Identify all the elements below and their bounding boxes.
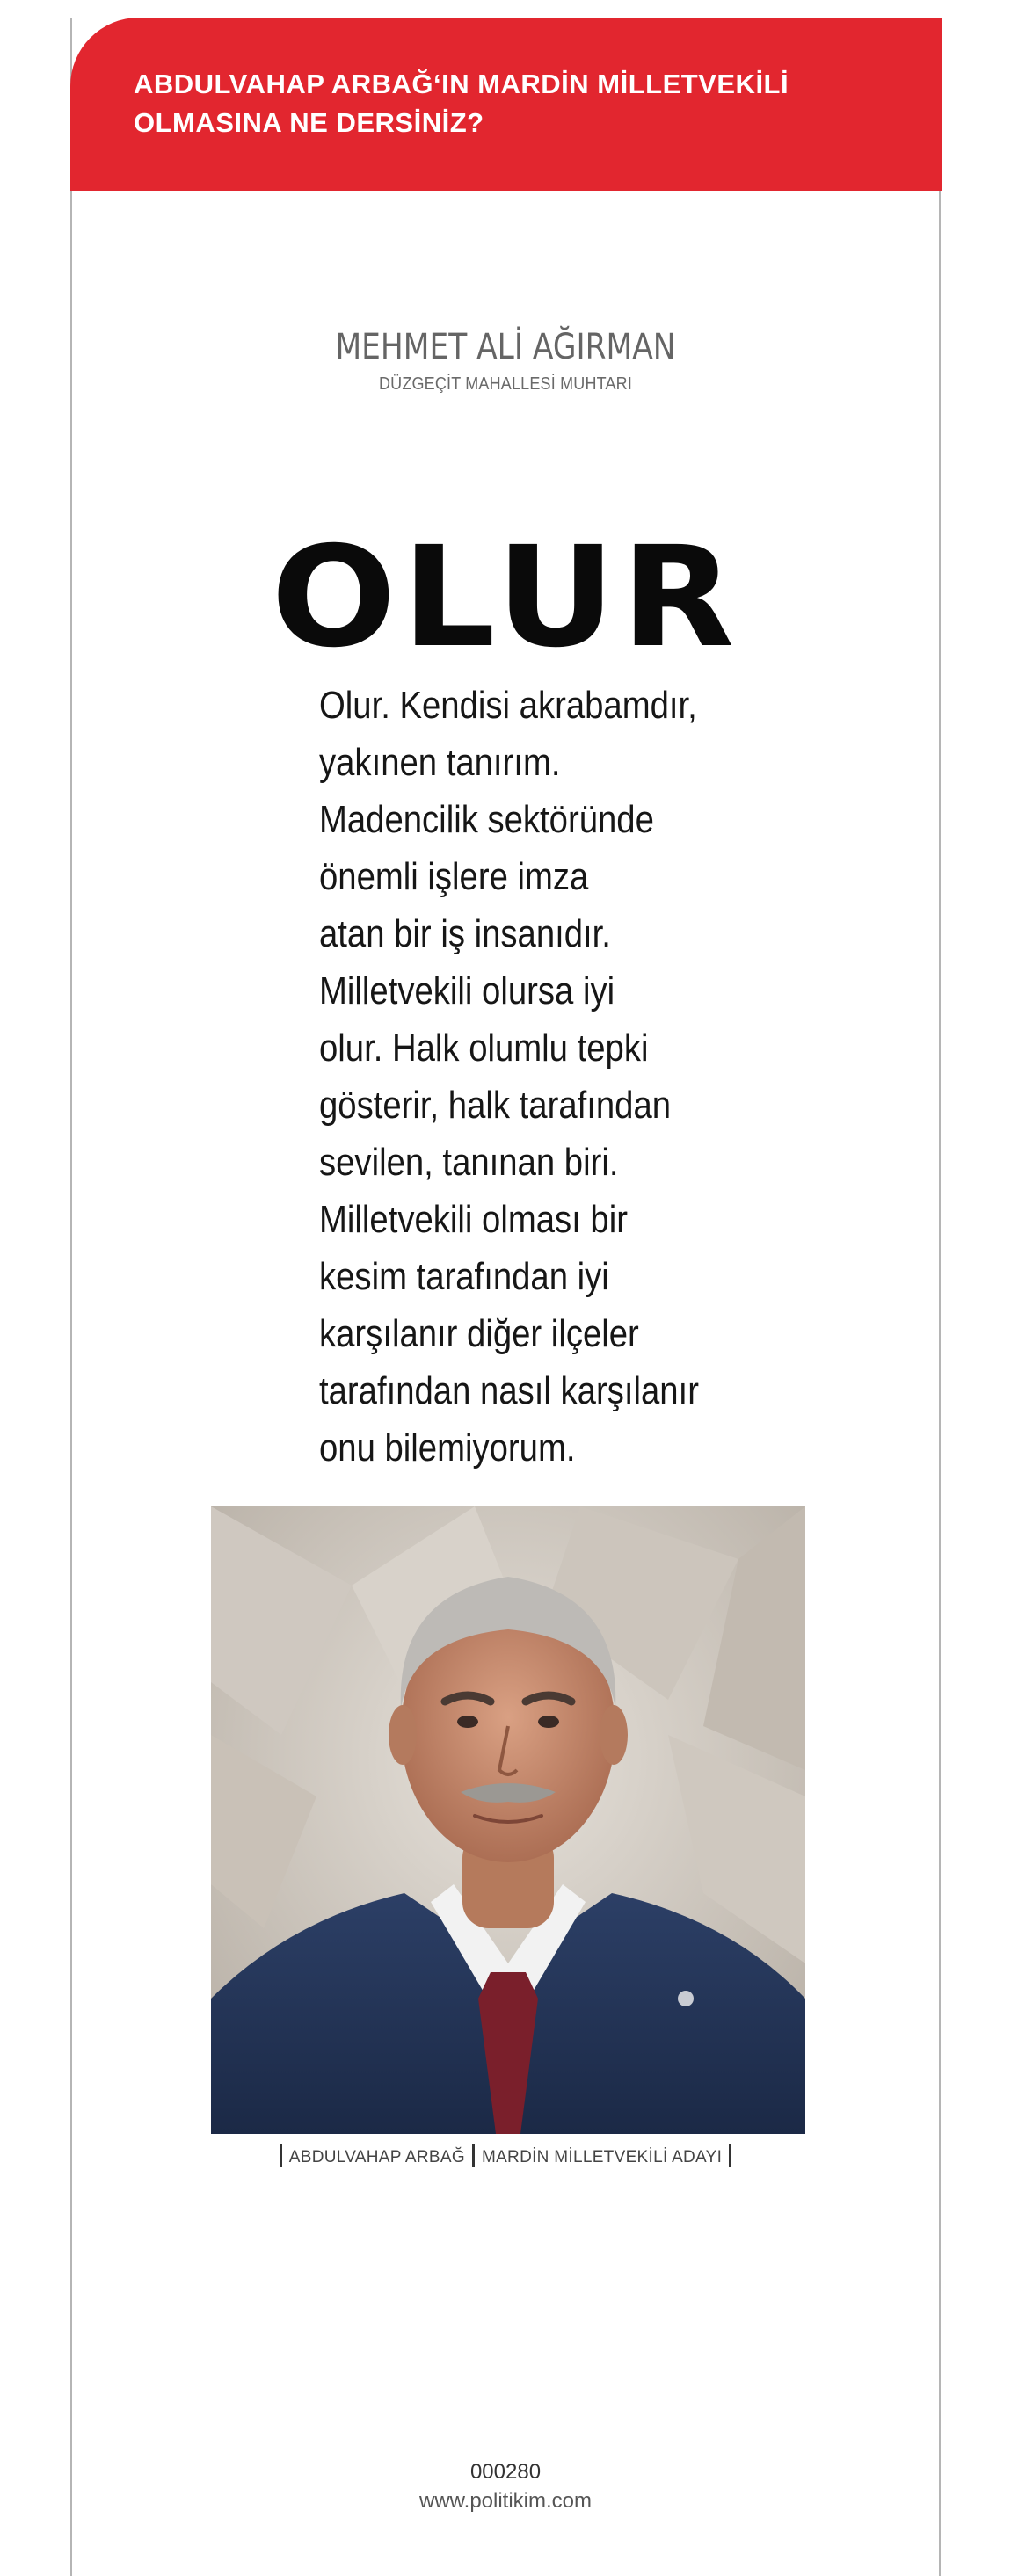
caption-divider [472, 2144, 475, 2167]
headline-title [134, 65, 889, 142]
answer-line: Madencilik sektöründe [319, 798, 654, 841]
answer-line: atan bir iş insanıdır. [319, 912, 611, 955]
answer-line: Milletvekili olması bir [319, 1198, 628, 1241]
footer-website[interactable]: www.politikim.com [418, 2489, 593, 2513]
footer-code: 000280 [469, 2460, 542, 2484]
answer-line: Milletvekili olursa iyi [319, 969, 615, 1012]
author-name: MEHMET ALİ AĞIRMAN [335, 327, 676, 367]
page-footer [0, 2458, 1011, 2516]
answer-line: sevilen, tanınan biri. [319, 1141, 619, 1184]
caption-divider [729, 2144, 731, 2167]
answer-line: kesim tarafından iyi [319, 1255, 609, 1298]
answer-line: onu bilemiyorum. [319, 1426, 576, 1469]
answer-line: yakınen tanırım. [319, 741, 561, 784]
answer-line: tarafından nasıl karşılanır [319, 1369, 699, 1412]
headline-line-2: OLMASINA NE DERSİNİZ? [134, 107, 484, 138]
answer-body [319, 677, 716, 1477]
photo-caption [0, 2144, 1011, 2167]
caption-name: ABDULVAHAP ARBAĞ [288, 2148, 465, 2166]
author-block [0, 327, 1011, 395]
answer-line: karşılanır diğer ilçeler [319, 1312, 639, 1355]
answer-line: Olur. Kendisi akrabamdır, [319, 684, 697, 727]
portrait-illustration [211, 1506, 805, 2134]
answer-line: önemli işlere imza [319, 855, 589, 898]
answer-heading: OLUR [271, 517, 740, 678]
caption-title: MARDİN MİLLETVEKİLİ ADAYI [481, 2148, 723, 2166]
portrait-photo [211, 1506, 805, 2134]
answer-line: gösterir, halk tarafından [319, 1084, 672, 1127]
headline-line-1: ABDULVAHAP ARBAĞ‘IN MARDİN MİLLETVEKİLİ [134, 69, 789, 99]
caption-divider [280, 2144, 282, 2167]
author-role: DÜZGEÇİT MAHALLESİ MUHTARI [378, 374, 633, 394]
headline-banner [70, 18, 942, 191]
answer-line: olur. Halk olumlu tepki [319, 1027, 649, 1070]
